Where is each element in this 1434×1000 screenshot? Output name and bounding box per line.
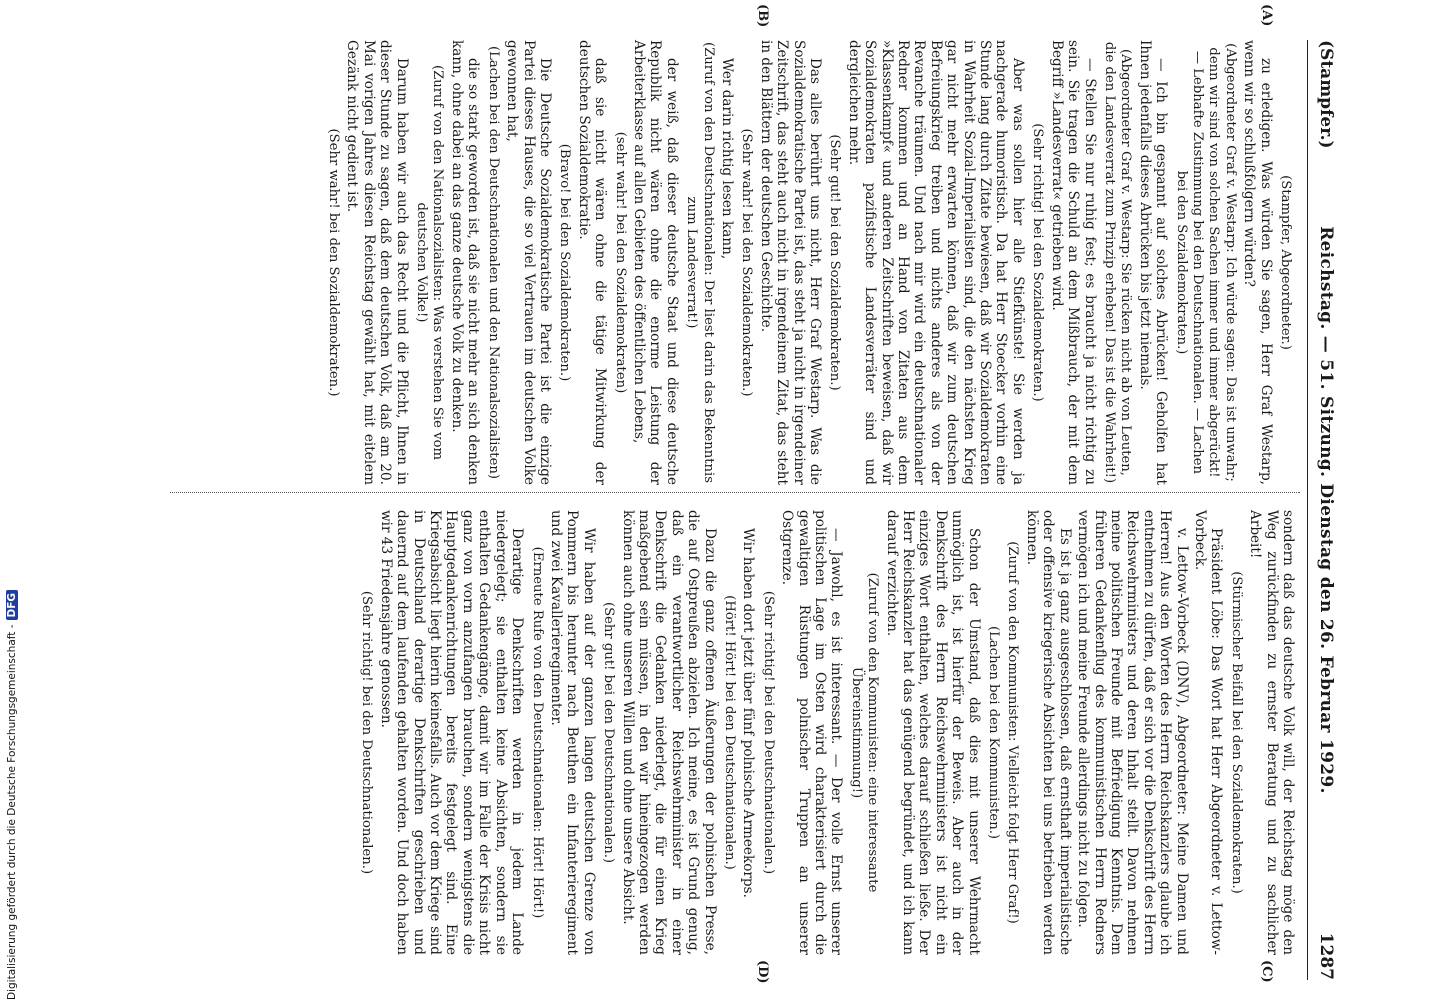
- stage-direction: (Bravo! bei den Sozialdemokraten.): [557, 143, 573, 382]
- speech-paragraph: sondern daß das deutsche Volk will, der Reichstag möge den Weg zurückfinden zu ernster Beratung und zu sachlicher Arbeit!: [1247, 510, 1296, 955]
- stage-direction: (sehr wahr! bei den Sozialdemokraten): [612, 131, 628, 394]
- stage-direction: (Erneute Rufe von den Deutschnationalen: Hört! Hört!): [529, 546, 545, 919]
- stage-direction: (Sehr gut! bei den Deutschnationalen.): [601, 601, 617, 864]
- speech-paragraph: zu erledigen. Was würden Sie sagen, Herr Graf Westarp, wenn wir so schlußfolgern würden?: [1241, 40, 1274, 485]
- speech-paragraph: Es ist ja ganz ausgeschlossen, daß ernsthaft imperialistische oder offensive kriegerische Absichten bei uns betrieben werden können.: [1023, 510, 1073, 955]
- speaker-marker: (Stampfer.): [1316, 40, 1336, 149]
- speech-paragraph: v. Lettow-Vorbeck (DNV), Abgeordneter: Meine Damen und Herren! Aus den Worten des Herrn Reichskanzlers glaube ich entnehmen zu dürfen, daß er sich vor die Denkschrift des Herrn Reichswehrministers und deren Inhalt stellt. Davon nehmen meine politischen Freunde mit Befriedigung Kenntnis. Dem früheren Gedankenflug des kommunistischen Herrn Redners vermögen ich und meine Freunde allerdings nicht zu folgen.: [1075, 510, 1190, 955]
- stage-direction: (Zuruf von den Nationalsozialisten: Was verstehen Sie vom deutschen Volke!): [414, 64, 446, 461]
- stage-direction: (Stampfer, Abgeordneter.): [1278, 175, 1293, 350]
- stage-direction: (Zuruf von den Kommunisten: eine interessante Übereinstimmung!): [848, 572, 881, 893]
- speech-paragraph: die so stark geworden ist, daß sie nicht mehr an sich denken kann, ohne dabei an das ganze deutsche Volk zu denken.: [448, 40, 482, 485]
- digitization-credit: [6, 60, 18, 1000]
- speech-paragraph: Schon der Umstand, daß dies mit unserer Wehrmacht unmöglich ist, ist hierfür der Beweis. Aber auch in der Denkschrift des Herrn Reichswehrministers ist nicht ein einziges Wort enthalten, welches darauf schließen ließe. Der Herr Reichskanzler hat das genügend begründet, und ich kann darauf verzichten.: [883, 510, 982, 955]
- credit-text: Digitalisierung gefördert durch die Deutsche Forschungsgemeinschaft -: [6, 624, 18, 1000]
- stage-direction: (Hört! Hört! bei den Deutschnationalen.): [722, 595, 737, 870]
- column-marker-a: (A): [1259, 4, 1274, 27]
- column-marker-d: (D): [755, 960, 770, 984]
- speech-paragraph: Das alles berührt uns nicht, Herr Graf Westarp. Was die Sozialdemokratische Partei ist, das steht ja nicht in irgendeiner Zeitschrift, das steht auch nicht in irgendeinem Zitat, das steht in den Blättern der deutschen Geschichte.: [757, 40, 824, 485]
- stage-direction: (Sehr wahr! bei den Sozialdemokraten.): [739, 128, 755, 397]
- speech-paragraph: Wer darin richtig lesen kann,: [719, 58, 735, 260]
- speech-paragraph: der weiß, daß dieser deutsche Staat und diese deutsche Republik nicht wären ohne die enorme Leistung der Arbeiterklasse auf allen Gebieten des öffentlichen Lebens,: [630, 40, 680, 485]
- speech-paragraph: — Ich bin gespannt auf solches Abrücken! Geholfen hat Ihnen jedenfalls dieses Abrücken bis jetzt niemals.: [1136, 40, 1170, 485]
- stage-direction: (Abgeordneter Graf v. Westarp: Sie rücken nicht ab von Leuten, die den Landesverrat zum Prinzip erheben! Das ist die Wahrheit!): [1101, 41, 1134, 484]
- stage-direction: (Stürmischer Beifall bei den Sozialdemokraten.): [1228, 571, 1244, 894]
- stage-direction: (Abgeordneter Graf v. Westarp: Ich würde sagen: Das ist unwahr; denn wir sind von solchen Sachen immer und immer abgerückt! — Lebhafte Zustimmung bei den Deutschnationalen. — Lachen bei den Sozialdemokraten.): [1173, 43, 1238, 482]
- page-header: [1307, 40, 1342, 980]
- stage-direction: (Lachen bei den Kommunisten.): [986, 625, 1002, 840]
- stage-direction: (Sehr richtig! bei den Sozialdemokraten.): [1030, 123, 1046, 402]
- column-marker-b: (B): [755, 4, 770, 28]
- stage-direction: (Sehr wahr! bei den Sozialdemokraten.): [326, 128, 342, 397]
- left-column: [322, 40, 1296, 485]
- stage-direction: (Zuruf von den Deutschnationalen: Der liest darin das Bekenntnis zum Landesverrat!): [684, 41, 716, 483]
- document-page: [150, 0, 1360, 1000]
- speech-paragraph: Wir haben dort jetzt über fünf polnische Armeekorps.: [740, 528, 757, 898]
- speech-paragraph: Präsident Löbe: Das Wort hat Herr Abgeordneter v. Lettow-Vorbeck.: [1191, 510, 1225, 955]
- page-title: Reichstag. — 51. Sitzung. Dienstag den 26. Februar 1929.: [1316, 226, 1336, 794]
- speech-paragraph: Dazu die ganz offenen Äußerungen der polnischen Presse, die auf Ostpreußen abzielen. Ich meine, es ist Grund genug, daß ein verantwortlicher Reichswehrminister in einer Denkschrift die Gedanken niederlegt, die für einen Krieg maßgebend sein müssen, in den wir hineingezogen werden können auch ohne unseren Willen und ohne unsere Absicht.: [619, 510, 718, 955]
- speech-paragraph: — Jawohl, es ist interessant. — Der volle Ernst unserer politischen Lage im Osten wird charakterisiert durch die gewaltigen Rüstungen polnischer Truppen an unserer Ostgrenze.: [779, 510, 845, 955]
- speech-paragraph: daß sie nicht wären ohne die tätige Mitwirkung der deutschen Sozialdemokratie.: [575, 40, 609, 485]
- speech-paragraph: Darum haben wir auch das Recht und die Pflicht, Ihnen in dieser Stunde zu sagen, daß dem deutschen Volk, daß am 20. Mai vorigen Jahres diesen Reichstag gewählt hat, mit eitelem Gezänk nicht gedient ist.: [344, 40, 410, 485]
- column-marker-c: (C): [1259, 960, 1274, 983]
- speech-paragraph: Aber was sollen hier alle Stiefkünste! Sie werden ja nachgerade humoristisch. Da hat Herr Stoecker vorhin eine Stunde lang durch Zitate bewiesen, daß wir Sozialdemokraten in Wahrheit Sozial-Imperialisten sind, die den nächsten Krieg gar nicht mehr erwarten können, daß wir zum deutschen Befreiungskrieg treiben und nichts anderes als von der Revanche träumen. Und nach mir wird ein deutschnationaler Redner kommen und an Hand von Zitaten aus dem »Klassenkampf« und anderen Zeitschriften beweisen, daß wir Sozialdemokraten pazifistische Landesverräter sind und dergleichen mehr.: [845, 40, 1026, 485]
- stage-direction: (Sehr richtig! bei den Deutschnationalen.): [359, 590, 375, 875]
- page-number: 1287: [1316, 932, 1336, 980]
- speech-paragraph: — Stellen Sie nur ruhig fest; es braucht ja nicht richtig zu sein. Sie tragen die Schuld an dem Mißbrauch, der mit dem Begriff »Landesverrat« getrieben wird.: [1048, 40, 1098, 485]
- speech-paragraph: Wir haben auf der ganzen langen deutschen Grenze von Pommern bis herunter nach Beuthen ein Infanterieregiment und zwei Kavallerieregimenter.: [547, 510, 597, 955]
- stage-direction: (Sehr gut! bei den Sozialdemokraten.): [827, 134, 843, 391]
- speech-paragraph: Derartige Denkschriften werden in jedem Lande niedergelegt; sie enthalten keine Absichten, sondern sie enthalten Gedankengänge, damit wir im Falle der Krisis nicht ganz von vorn anzufangen brauchen, sondern wenigstens die Hauptgedankenrichtungen bereits festgelegt sind. Eine Kriegsabsicht liegt hierin keinesfalls. Auch vor dem Kriege sind in Deutschland derartige Denkschriften geschrieben und dauernd auf dem laufenden gehalten worden. Und doch haben wir 43 Friedensjahre genossen.: [377, 510, 526, 955]
- speech-paragraph: Die Deutsche Sozialdemokratische Partei ist die einzige Partei dieses Hauses, die so viel Vertrauen im deutschen Volke gewonnen hat,: [504, 40, 553, 485]
- dfg-logo: DFG: [6, 590, 18, 621]
- stage-direction: (Sehr richtig! bei den Deutschnationalen.): [760, 590, 776, 875]
- stage-direction: (Zuruf von den Kommunisten: Vielleicht folgt Herr Graf!): [1005, 541, 1021, 924]
- column-divider: [170, 492, 1300, 493]
- right-column: [355, 510, 1296, 955]
- stage-direction: (Lachen bei den Deutschnationalen und den Nationalsozialisten): [485, 45, 501, 480]
